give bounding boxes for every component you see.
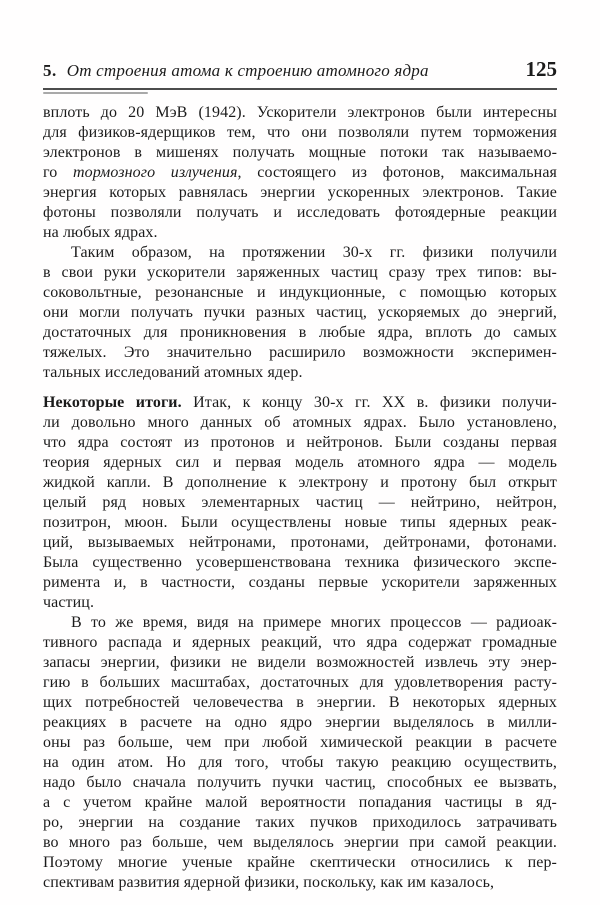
header-rule bbox=[43, 88, 557, 90]
page-body bbox=[43, 103, 557, 893]
text-line bbox=[43, 393, 557, 413]
text-run: римента и, в частности, созданы первые ускорители заряженных bbox=[43, 574, 557, 591]
italic-run: тормозного излучения bbox=[73, 164, 238, 181]
text-run: частиц. bbox=[43, 594, 95, 611]
text-run: вплоть до 20 МэВ (1942). Ускорители электронов были интересны bbox=[43, 104, 557, 121]
bold-run: Некоторые итоги. bbox=[43, 394, 182, 411]
text-run: щих потребностей человечества в энергии. В некоторых ядерных bbox=[43, 694, 557, 711]
text-run: запасы энергии, физики не видели возможностей извлечь эту энер- bbox=[43, 654, 557, 671]
text-run: Поэтому многие ученые крайне скептически относились к пер- bbox=[43, 854, 557, 871]
text-line bbox=[43, 343, 557, 363]
text-line bbox=[43, 263, 557, 283]
text-run: позитрон, мюон. Были осуществлены новые типы ядерных реак- bbox=[43, 514, 557, 531]
text-run: Таким образом, на протяжении 30-х гг. физики получили bbox=[71, 244, 557, 261]
text-run: тальных исследований атомных ядер. bbox=[43, 364, 303, 381]
text-run: электронов в мишенях получать мощные потоки так называемо- bbox=[43, 144, 557, 161]
text-line bbox=[43, 553, 557, 573]
text-line bbox=[43, 243, 557, 263]
text-run: целый ряд новых элементарных частиц — нейтрино, нейтрон, bbox=[43, 494, 557, 511]
text-line bbox=[43, 633, 557, 653]
text-line bbox=[43, 493, 557, 513]
text-run: теория ядерных сил и первая модель атомного ядра — модель bbox=[43, 454, 557, 471]
text-run: достаточных для проникновения в любые ядра, вплоть до самых bbox=[43, 324, 557, 341]
text-line bbox=[43, 773, 557, 793]
text-line bbox=[43, 853, 557, 873]
text-run: гию в больших масштабах, достаточных для удовлетворения расту- bbox=[43, 674, 557, 691]
text-run: го bbox=[43, 164, 73, 181]
text-run: во много раз больше, чем выделялось энергии при самой реакции. bbox=[43, 834, 557, 851]
text-run: энергия которых равнялась энергии ускоренных электронов. Такие bbox=[43, 184, 557, 201]
chapter-title: От строения атома к строению атомного ядра bbox=[66, 61, 429, 80]
text-line bbox=[43, 283, 557, 303]
text-line bbox=[43, 473, 557, 493]
text-run: тяжелых. Это значительно расширило возможности эксперимен- bbox=[43, 344, 557, 361]
text-run: соковольтные, резонансные и индукционные, с помощью которых bbox=[43, 284, 557, 301]
text-line bbox=[43, 713, 557, 733]
text-run: , состоящего из фотонов, максимальная bbox=[237, 164, 558, 181]
text-run: на любых ядрах. bbox=[43, 224, 158, 241]
text-line bbox=[43, 143, 557, 163]
running-head bbox=[43, 61, 429, 81]
text-run: тивного распада и ядерных реакций, что ядра содержат громадные bbox=[43, 634, 557, 651]
text-line bbox=[43, 103, 557, 123]
paragraph bbox=[43, 243, 557, 383]
text-line bbox=[43, 163, 557, 183]
text-line bbox=[43, 833, 557, 853]
text-line bbox=[43, 593, 557, 613]
text-run: что ядра состоят из протонов и нейтронов. Были созданы первая bbox=[43, 434, 557, 451]
text-run: ро, энергии на создание таких пучков приходилось затрачивать bbox=[43, 814, 557, 831]
text-line bbox=[43, 303, 557, 323]
text-line bbox=[43, 533, 557, 553]
text-run: они могли получать пучки разных частиц, ускоряемых до энергий, bbox=[43, 304, 557, 321]
text-run: фотоны позволяли получать и исследовать фотоядерные реакции bbox=[43, 204, 557, 221]
text-run: Итак, к концу 30-х гг. XX в. физики получи- bbox=[181, 394, 557, 411]
text-line bbox=[43, 573, 557, 593]
text-line bbox=[43, 653, 557, 673]
text-line bbox=[43, 733, 557, 753]
text-line bbox=[43, 673, 557, 693]
text-line bbox=[43, 323, 557, 343]
text-line bbox=[43, 223, 557, 243]
text-run: в свои руки ускорители заряженных частиц сразу трех типов: вы- bbox=[43, 264, 557, 281]
text-run: реакциях в расчете на одно ядро энергии выделялось в милли- bbox=[43, 714, 557, 731]
text-line bbox=[43, 203, 557, 223]
text-run: а с учетом крайне малой вероятности попадания частицы в яд- bbox=[43, 794, 557, 811]
text-run: на один атом. Но для того, чтобы такую реакцию осуществить, bbox=[43, 754, 557, 771]
text-run: ций, вызываемых нейтронами, протонами, дейтронами, фотонами. bbox=[43, 534, 557, 551]
text-run: оны раз больше, чем при любой химической реакции в расчете bbox=[43, 734, 557, 751]
text-run: надо было сначала получить пучки частиц, способных ее вызвать, bbox=[43, 774, 557, 791]
text-line bbox=[43, 453, 557, 473]
text-line bbox=[43, 753, 557, 773]
paragraph bbox=[43, 613, 557, 893]
scan-smudge bbox=[43, 92, 148, 94]
text-line bbox=[43, 433, 557, 453]
text-line bbox=[43, 873, 557, 893]
text-line bbox=[43, 363, 557, 383]
text-line bbox=[43, 513, 557, 533]
text-run: В то же время, видя на примере многих процессов — радиоак- bbox=[71, 614, 557, 631]
chapter-number: 5. bbox=[43, 61, 57, 80]
page-header bbox=[43, 57, 557, 82]
text-line bbox=[43, 123, 557, 143]
text-line bbox=[43, 183, 557, 203]
text-run: Была существенно усовершенствована техника физического экспе- bbox=[43, 554, 557, 571]
text-run: жидкой капли. В дополнение к электрону и протону был открыт bbox=[43, 474, 557, 491]
paragraph bbox=[43, 393, 557, 613]
text-run: спективам развития ядерной физики, поскольку, как им казалось, bbox=[43, 874, 495, 891]
text-run: ли довольно много данных об атомных ядрах. Было установлено, bbox=[43, 414, 557, 431]
text-line bbox=[43, 413, 557, 433]
text-line bbox=[43, 793, 557, 813]
text-line bbox=[43, 693, 557, 713]
text-line bbox=[43, 613, 557, 633]
text-run: для физиков-ядерщиков тем, что они позволяли путем торможения bbox=[43, 124, 557, 141]
paragraph bbox=[43, 103, 557, 243]
page-number: 125 bbox=[525, 57, 557, 81]
text-line bbox=[43, 813, 557, 833]
